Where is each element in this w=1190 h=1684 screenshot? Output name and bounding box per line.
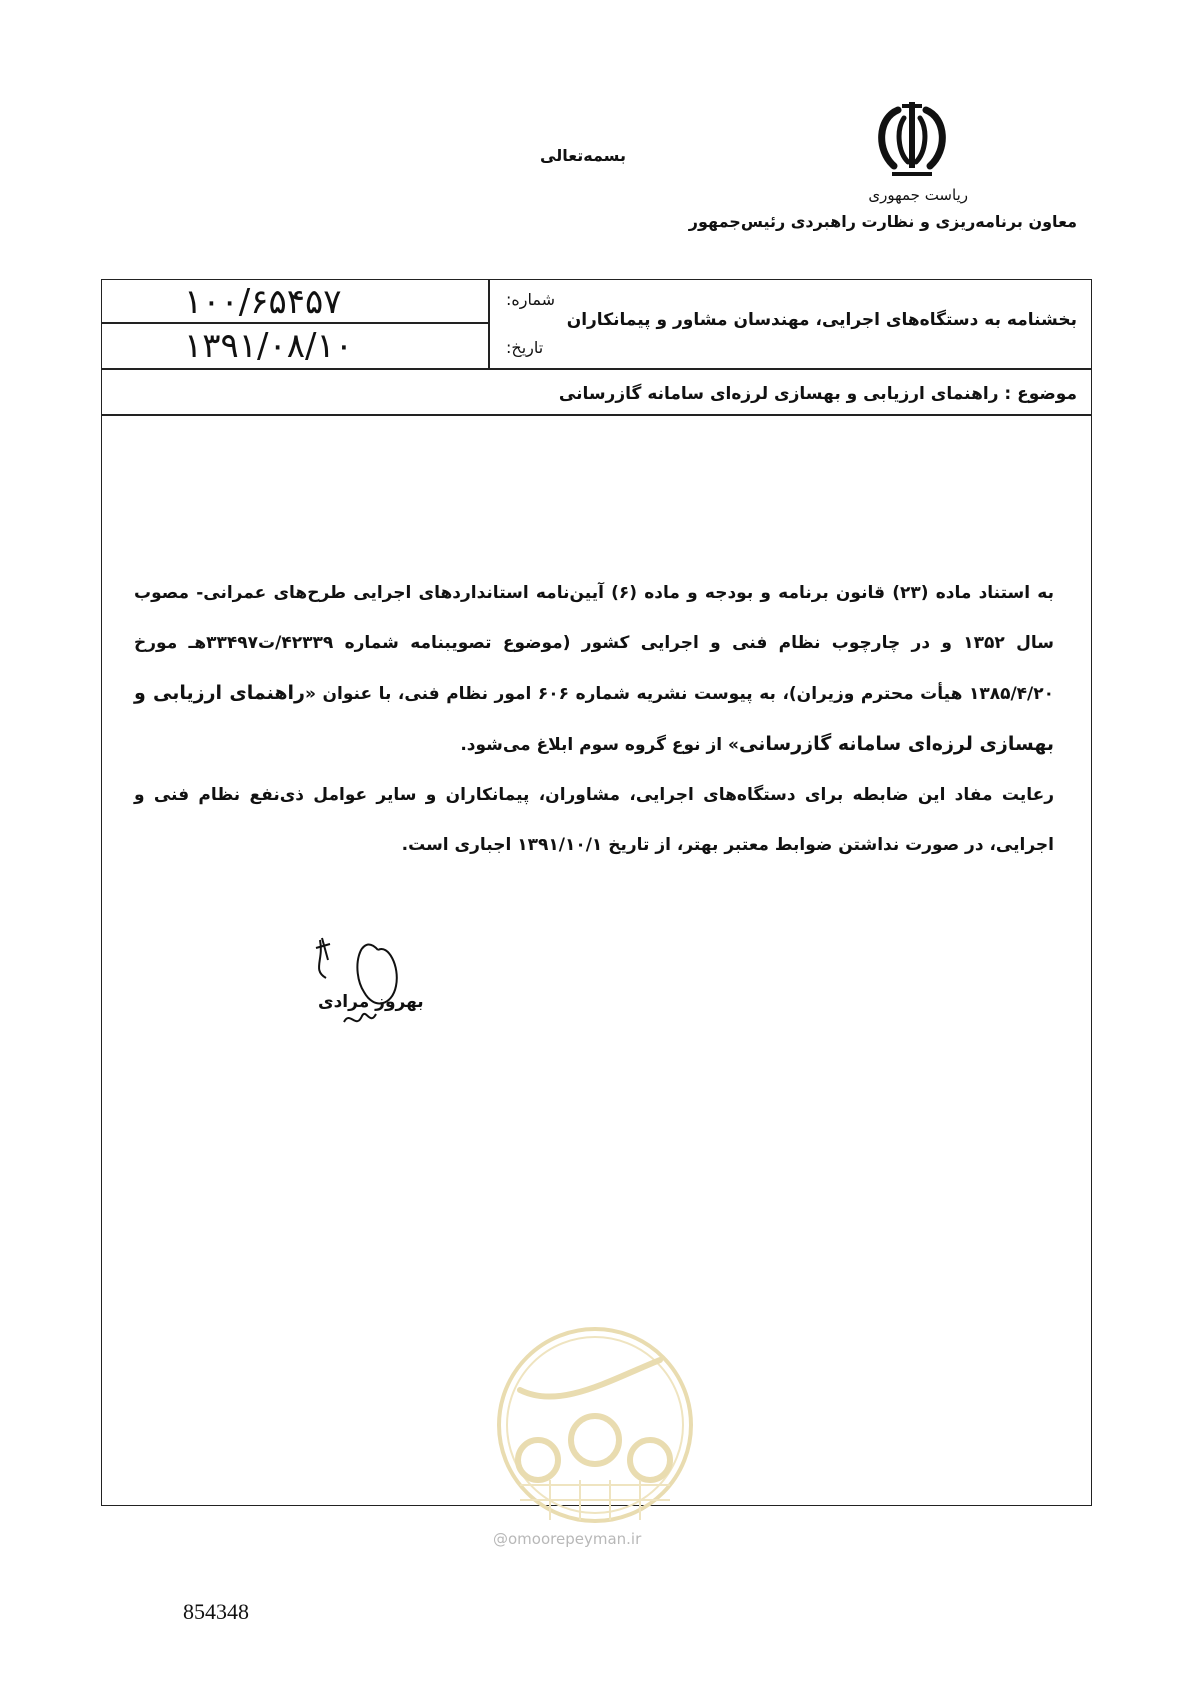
organization-subtitle: معاون برنامه‌ریزی و نظارت راهبردی رئیس‌جمهور — [688, 212, 1077, 231]
signer-name: بهروز مرادی — [318, 992, 424, 1012]
number-label: شماره: — [506, 290, 556, 309]
recipients-line: بخشنامه به دستگاه‌های اجرایی، مهندسان مشاور و پیمانکاران — [566, 310, 1077, 330]
bismillah-heading: بسمه‌تعالی — [540, 146, 626, 165]
subject-line: موضوع : راهنمای ارزیابی و بهسازی لرزه‌ای سامانه گازرسانی — [558, 384, 1077, 404]
date-label: تاریخ: — [506, 338, 544, 357]
organization-title: ریاست جمهوری — [868, 186, 968, 204]
watermark-stamp — [490, 1320, 700, 1530]
handwritten-signature — [300, 930, 460, 1050]
body-paragraph-1 — [134, 568, 1054, 770]
guide-title: راهنمای ارزیابی و بهسازی لرزه‌ای سامانه گازرسانی — [134, 682, 1054, 755]
header-divider — [102, 368, 1091, 370]
iran-emblem-icon — [868, 100, 956, 182]
subject-divider — [102, 414, 1091, 416]
document-id: 854348 — [183, 1599, 249, 1624]
meta-column-divider — [488, 280, 490, 368]
paragraph-1-intro: به استناد ماده (۲۳) قانون برنامه و بودجه و ماده (۶) آیین‌نامه استانداردهای اجرایی طرح‌های عمرانی- مصوب سال ۱۳۵۲ و در چارچوب نظام فنی و اجرایی کشور (موضوع تصویبنامه شماره ۴۲۳۳۹/ت۳۳۴۹۷هـ مورخ ۱۳۸۵/۴/۲۰ هیأت محترم وزیران)، به پیوست نشریه شماره ۶۰۶ امور نظام فنی، با عنوان « — [134, 583, 1054, 704]
paragraph-1-end: » از نوع گروه سوم ابلاغ می‌شود. — [460, 735, 740, 755]
body-paragraph-2: رعایت مفاد این ضابطه برای دستگاه‌های اجرایی، مشاوران، پیمانکاران و سایر عوامل ذی‌نفع نظام فنی و اجرایی، در صورت نداشتن ضوابط معتبر بهتر، از تاریخ ۱۳۹۱/۱۰/۱ اجباری است. — [134, 785, 1054, 855]
letter-body — [134, 568, 1054, 870]
letter-number: ۱۰۰/۶۵۴۵۷ — [184, 282, 342, 322]
letter-date: ۱۳۹۱/۰۸/۱۰ — [184, 326, 354, 366]
number-date-divider — [102, 322, 488, 324]
watermark-website: @omoorepeyman.ir — [493, 1530, 642, 1548]
